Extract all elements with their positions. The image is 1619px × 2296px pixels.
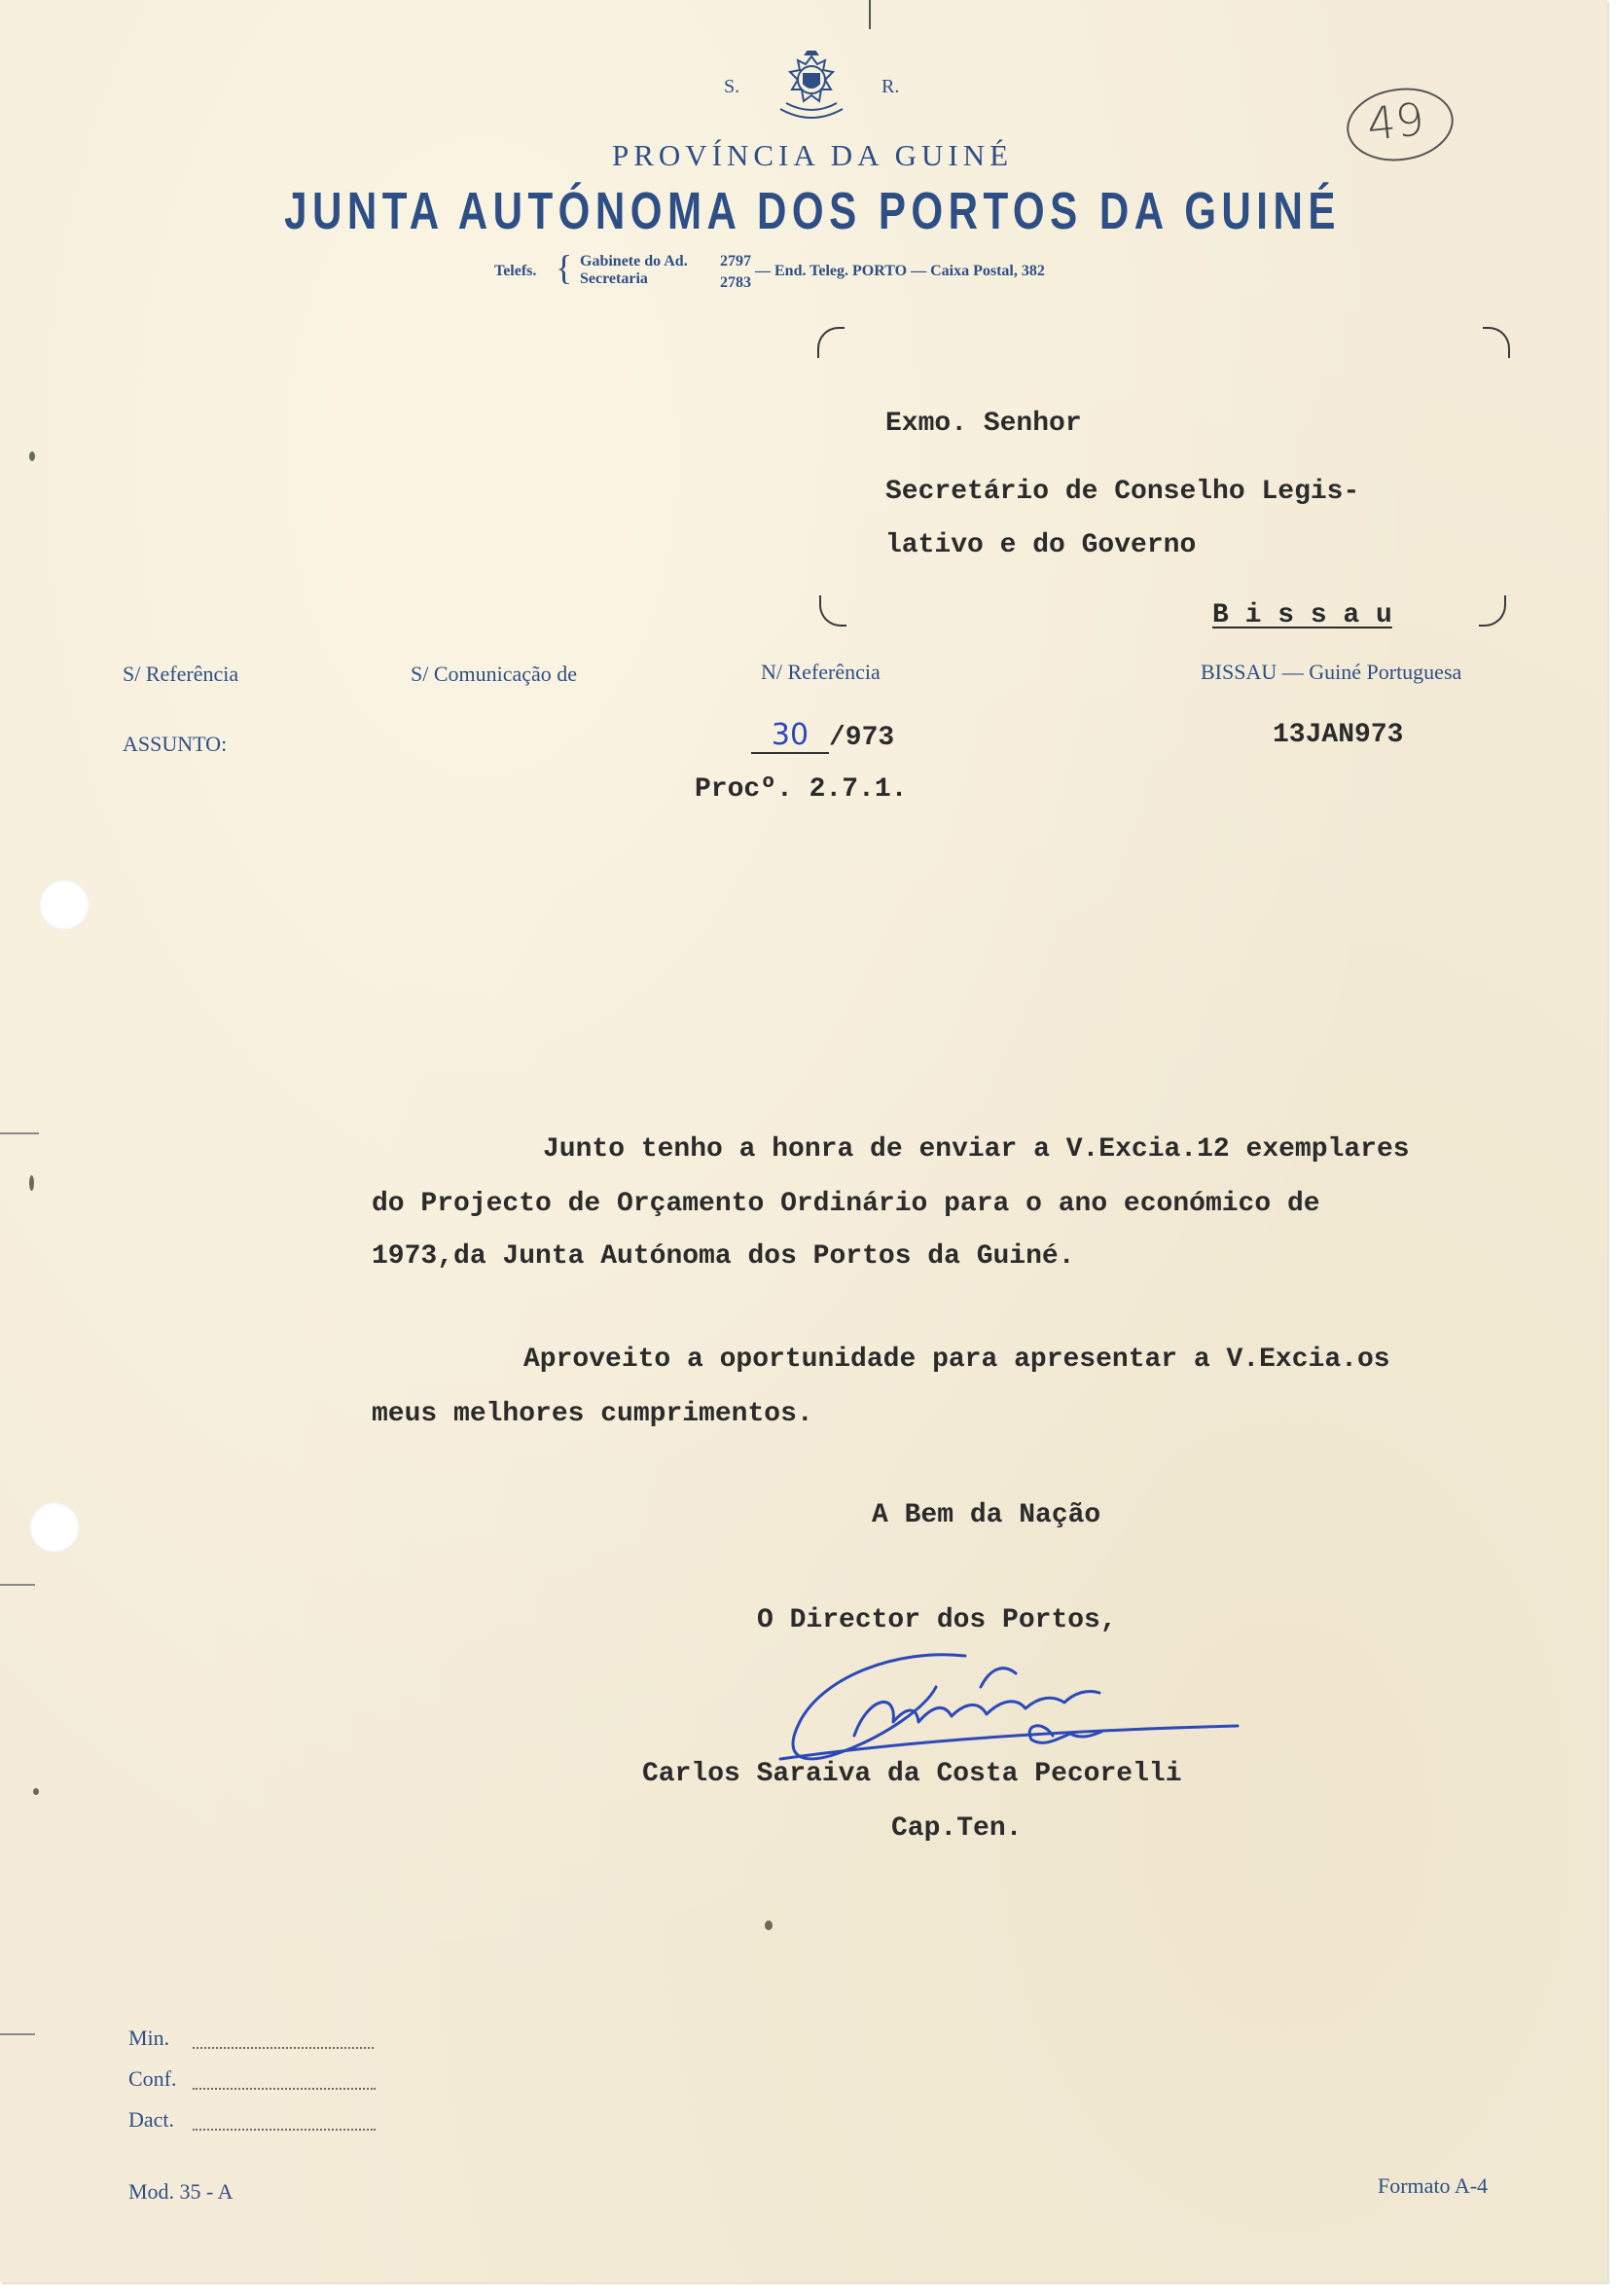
n-referencia-label: N/ Referência xyxy=(761,660,881,684)
margin-speck xyxy=(765,1920,773,1930)
fold-mark xyxy=(869,0,871,29)
body-p1-line-3: 1973,da Junta Autónoma dos Portos da Guiné. xyxy=(372,1241,1075,1272)
phone-gabinete-number: 2797 xyxy=(720,253,751,269)
punch-hole-top xyxy=(39,879,90,930)
body-p2-line-1: Aproveito a oportunidade para apresentar a V.Excia.os xyxy=(523,1345,1390,1375)
punch-hole-bottom xyxy=(29,1502,80,1553)
body-p1-line-2: do Projecto de Orçamento Ordinário para o ano económico de xyxy=(372,1189,1320,1219)
margin-rule xyxy=(0,1132,39,1134)
s-referencia-label: S/ Referência xyxy=(123,662,239,686)
assunto-label: ASSUNTO: xyxy=(123,732,228,756)
place-label: BISSAU — Guiné Portuguesa xyxy=(1201,660,1462,684)
address-corner-top-right xyxy=(1483,327,1510,358)
signatory-name: Carlos Saraiva da Costa Pecorelli xyxy=(642,1759,1182,1789)
footer-min-label: Min. xyxy=(128,2026,170,2050)
address-corner-bottom-left xyxy=(819,595,846,627)
letter-date: 13JAN973 xyxy=(1273,720,1404,750)
closing-motto: A Bem da Nação xyxy=(872,1500,1101,1530)
margin-speck xyxy=(29,1175,34,1191)
archive-number: 49 xyxy=(1364,92,1427,151)
brace-icon: { xyxy=(556,248,573,287)
s-comunicacao-label: S/ Comunicação de xyxy=(411,662,578,686)
province-title: PROVÍNCIA DA GUINÉ xyxy=(611,138,1014,172)
paper-format: Formato A-4 xyxy=(1378,2173,1489,2198)
footer-dact-label: Dact. xyxy=(128,2107,175,2132)
crest-right-letter: R. xyxy=(881,76,900,97)
addressee-salutation: Exmo. Senhor xyxy=(885,409,1082,439)
phone-gabinete-label: Gabinete do Ad. xyxy=(580,253,688,269)
reference-suffix: /973 xyxy=(829,723,895,753)
margin-speck xyxy=(29,451,35,461)
body-p2-line-2: meus melhores cumprimentos. xyxy=(372,1399,813,1429)
reference-handwritten: 30 xyxy=(751,718,829,754)
process-number: Procº. 2.7.1. xyxy=(695,774,908,805)
coat-of-arms-icon xyxy=(767,51,856,126)
footer-dact-line xyxy=(193,2129,376,2131)
phone-secretaria-label: Secretaria xyxy=(580,270,648,287)
institution-title: JUNTA AUTÓNOMA DOS PORTOS DA GUINÉ xyxy=(284,182,1341,240)
margin-rule xyxy=(0,1584,35,1586)
footer-min-line xyxy=(193,2047,374,2049)
body-p1-line-1: Junto tenho a honra de enviar a V.Excia.12 exemplares xyxy=(543,1134,1410,1165)
signatory-rank: Cap.Ten. xyxy=(891,1813,1023,1844)
margin-rule xyxy=(0,2033,35,2035)
margin-speck xyxy=(33,1788,39,1795)
address-corner-bottom-right xyxy=(1479,595,1506,627)
addressee-city: B i s s a u xyxy=(1212,600,1392,630)
addressee-line-1: Secretário de Conselho Legis- xyxy=(885,477,1360,507)
footer-conf-label: Conf. xyxy=(128,2066,177,2091)
phone-secretaria-number: 2783 xyxy=(720,274,751,291)
telegraph-line: — End. Teleg. PORTO — Caixa Postal, 382 xyxy=(755,263,1045,279)
model-number: Mod. 35 - A xyxy=(128,2179,234,2204)
footer-conf-line xyxy=(193,2088,376,2090)
address-corner-top-left xyxy=(817,327,845,358)
reference-number xyxy=(751,718,894,754)
addressee-line-2: lativo e do Governo xyxy=(885,530,1197,560)
telefs-label: Telefs. xyxy=(494,263,537,279)
closing-role: O Director dos Portos, xyxy=(757,1605,1117,1635)
crest-left-letter: S. xyxy=(724,76,740,97)
